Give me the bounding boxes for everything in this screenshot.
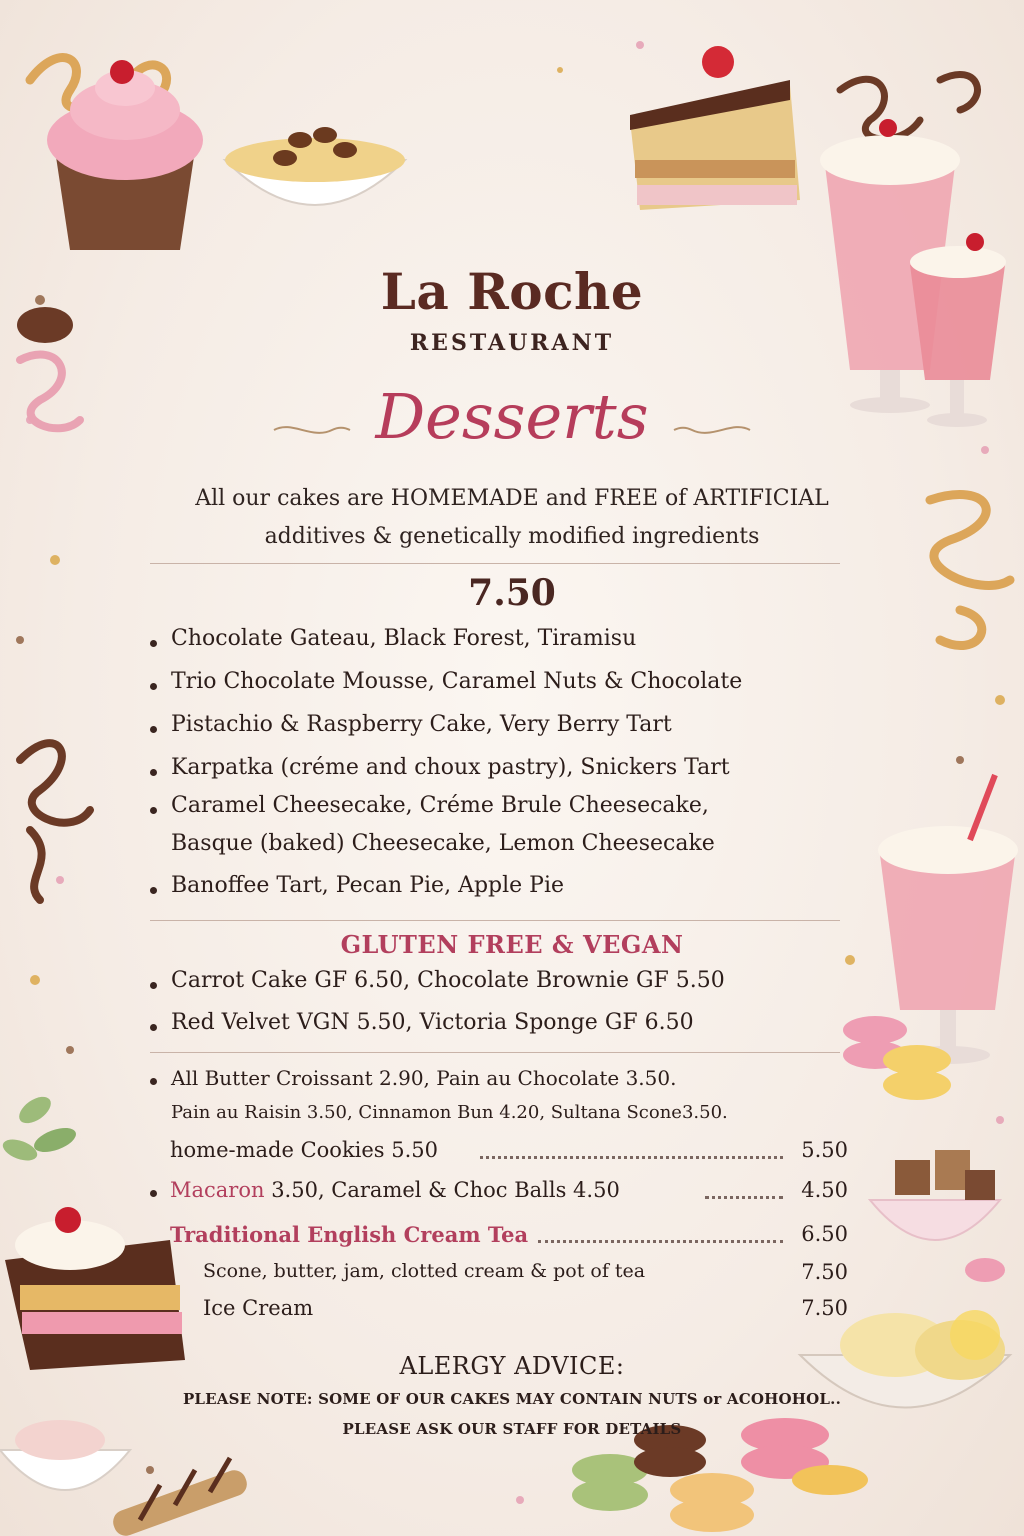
menu-row-price: 7.50 bbox=[801, 1260, 848, 1284]
macaron-icon bbox=[843, 1016, 951, 1100]
allergy-note: PLEASE NOTE: SOME OF OUR CAKES MAY CONTAIN NUTS or ACOHOHOL.. bbox=[182, 1390, 842, 1408]
menu-row-price: 5.50 bbox=[801, 1138, 848, 1162]
section-title: Desserts bbox=[375, 380, 649, 453]
menu-row-price: 6.50 bbox=[801, 1222, 848, 1246]
menu-row bbox=[170, 1178, 848, 1208]
menu-row-label: home-made Cookies 5.50 bbox=[170, 1138, 439, 1162]
intro-line: additives & genetically modified ingredients bbox=[264, 524, 760, 549]
gluten-free-title: GLUTEN FREE & VEGAN bbox=[340, 930, 684, 959]
restaurant-subtitle: RESTAURANT bbox=[409, 330, 615, 356]
menu-row-label: Ice Cream bbox=[203, 1296, 314, 1320]
intro-text bbox=[0, 480, 1024, 556]
allergy-note: PLEASE ASK OUR STAFF FOR DETAILS bbox=[342, 1420, 682, 1438]
menu-row bbox=[203, 1260, 848, 1290]
menu-row-label: Scone, butter, jam, clotted cream & pot of tea bbox=[203, 1260, 646, 1282]
cream-tea-label: Traditional English Cream Tea bbox=[170, 1222, 529, 1247]
menu-row bbox=[170, 1222, 848, 1252]
divider bbox=[150, 563, 840, 564]
macaron-label: Macaron bbox=[170, 1178, 265, 1202]
leader-dots bbox=[705, 1194, 783, 1199]
menu-row-price: 4.50 bbox=[801, 1178, 848, 1202]
menu-row-price: 7.50 bbox=[801, 1296, 848, 1320]
chocolate-swirl-icon bbox=[840, 74, 977, 138]
ice-cream-bowl-icon bbox=[870, 1150, 1005, 1282]
allergy-title: ALERGY ADVICE: bbox=[399, 1352, 625, 1380]
main-price: 7.50 bbox=[468, 572, 556, 614]
milkshake-icon bbox=[878, 775, 1018, 1064]
menu-row bbox=[203, 1296, 848, 1326]
restaurant-name: La Roche bbox=[380, 262, 644, 321]
cake-slice-icon bbox=[630, 46, 800, 210]
chocolate-swirl-icon bbox=[20, 743, 90, 900]
menu-row bbox=[170, 1138, 848, 1168]
layer-cake-icon bbox=[5, 1207, 185, 1370]
leader-dots bbox=[538, 1238, 783, 1243]
intro-line: All our cakes are HOMEMADE and FREE of ARTIFICIAL bbox=[195, 486, 829, 511]
leader-dots bbox=[480, 1154, 783, 1159]
leaf-icon bbox=[0, 1091, 79, 1164]
divider bbox=[150, 920, 840, 921]
menu-row-label: 3.50, Caramel & Choc Balls 4.50 bbox=[264, 1178, 620, 1202]
coffee-bowl-icon bbox=[225, 127, 405, 205]
wafer-roll-icon bbox=[110, 1458, 250, 1536]
divider bbox=[150, 1052, 840, 1053]
